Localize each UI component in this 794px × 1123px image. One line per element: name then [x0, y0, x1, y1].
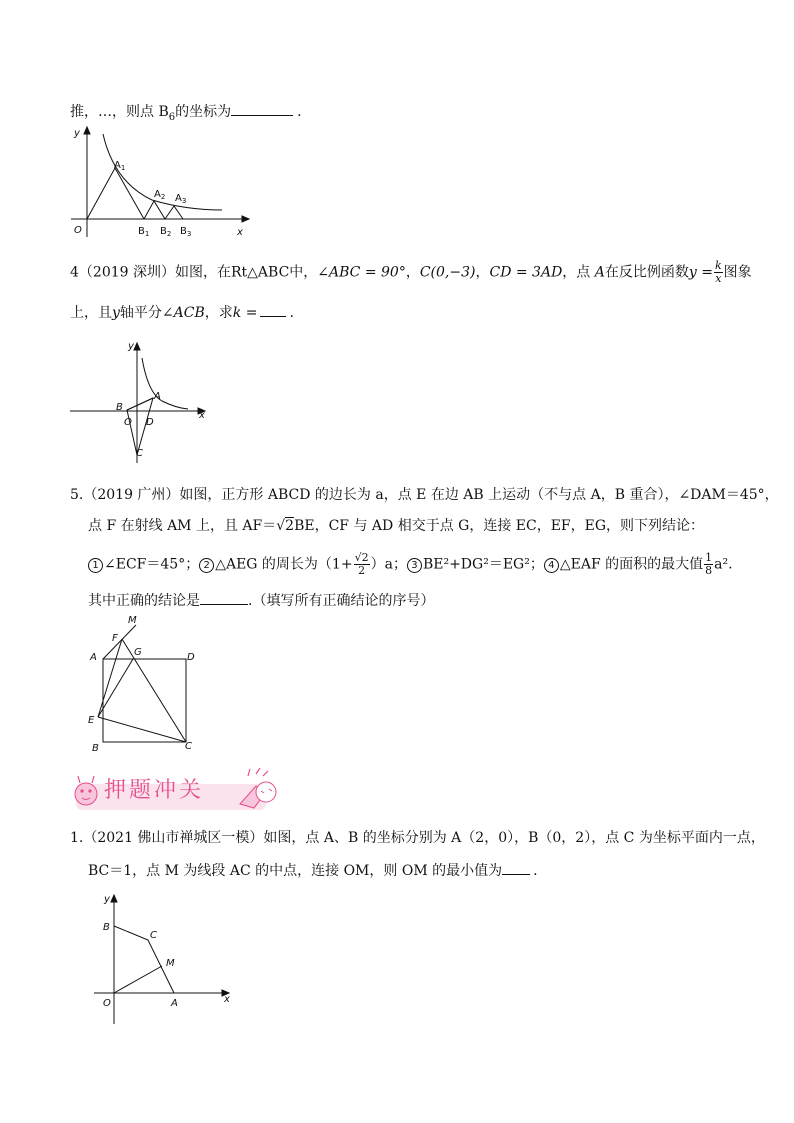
point-c-label: C	[185, 741, 192, 752]
y-axis-label: y	[104, 894, 110, 905]
mascot-left-icon	[75, 783, 97, 805]
x-axis-arrow	[242, 216, 249, 222]
point-m-label: M	[166, 958, 175, 969]
point-b1-label: $B_1$	[138, 226, 150, 238]
triangle-1	[87, 168, 144, 219]
point-c-label: C	[136, 448, 143, 459]
y-axis-arrow	[84, 127, 90, 134]
y-axis-label: y	[128, 341, 134, 352]
y-axis-arrow	[111, 895, 117, 902]
q3-tail-line: 推，…，则点 $B_6$的坐标为 .	[70, 101, 302, 128]
figure-coordinate-abcm	[88, 886, 238, 1026]
q5-line2: 点 F 在射线 AM 上，且 AF＝√2BE，CF 与 AD 相交于点 G，连接 EC，EF，EG，则下列结论：	[88, 518, 705, 534]
circled-4: 4	[544, 558, 559, 573]
point-e-label: E	[88, 715, 95, 726]
p1-line1: 1.（2021 佛山市禅城区一模）如图，点 A、B 的坐标分别为 A（2，0），B（0，2），点 C 为坐标平面内一点，	[70, 830, 765, 846]
point-b2-label: $B_2$	[160, 226, 172, 238]
fraction-sqrt2-over-2: $\frac{√2}{2}$	[354, 551, 369, 577]
point-f-label: F	[112, 633, 118, 644]
fraction-k-over-x: $\frac{k}{x}$	[714, 259, 722, 285]
point-b-label: B	[116, 402, 123, 413]
point-a3-label: $A_3$	[175, 193, 187, 205]
point-b-label: B	[103, 922, 110, 933]
circled-3: 3	[407, 558, 422, 573]
x-axis-label: x	[237, 227, 243, 238]
y-axis-label: y	[74, 128, 80, 139]
answer-blank[interactable]	[502, 860, 530, 875]
point-c-label: C	[150, 930, 157, 941]
point-a-label: A	[154, 391, 161, 402]
banner-title: 押题冲关	[104, 778, 205, 803]
q5-conclusions: 1 ∠ECF＝45°； 2 △AEG 的周长为（1+ $\frac{√2}{2}$ ）a； 3 BE²+DG²＝EG²； 4 △EAF 的面积的最大值 $\frac{1}{8}$ a².	[88, 552, 733, 577]
point-d-label: D	[146, 417, 154, 428]
x-axis-label: x	[199, 410, 205, 421]
point-a-label: A	[171, 998, 178, 1009]
circled-2: 2	[199, 558, 214, 573]
point-m-label: M	[128, 615, 137, 626]
answer-blank[interactable]	[200, 590, 248, 605]
origin-label: O	[103, 998, 111, 1009]
point-d-label: D	[187, 652, 195, 663]
point-a2-label: $A_2$	[154, 189, 166, 201]
sqrt-symbol: √	[276, 518, 286, 534]
point-a1-label: $A_1$	[114, 160, 126, 172]
section-banner	[70, 766, 290, 812]
path-b-c-a	[114, 926, 174, 993]
point-b-label: B	[92, 743, 99, 754]
triangle-3	[165, 206, 183, 219]
triangle-2	[144, 201, 165, 219]
point-g-label: G	[134, 647, 142, 658]
x-axis-label: x	[224, 994, 230, 1005]
answer-blank[interactable]	[260, 302, 286, 317]
q5-line4: 其中正确的结论是 .（填写所有正确结论的序号）	[88, 590, 434, 611]
figure-square-abcd	[84, 610, 204, 758]
square-abcd	[103, 659, 186, 742]
circled-1: 1	[88, 558, 103, 573]
point-b3-label: $B_3$	[180, 226, 192, 238]
segment-ef	[98, 639, 122, 717]
fraction-one-eighth: $\frac{1}{8}$	[705, 551, 713, 577]
point-a-label: A	[90, 652, 97, 663]
segment-om	[114, 966, 162, 993]
p1-line2: BC＝1，点 M 为线段 AC 的中点，连接 OM，则 OM 的最小值为 .	[88, 860, 538, 881]
answer-blank[interactable]	[231, 101, 293, 116]
segment-ba	[127, 398, 153, 410]
q4-line2: 上，且y轴平分∠ACB，求k = .	[70, 302, 294, 323]
figure-triangle-abc	[66, 338, 216, 468]
q4-line1: 4（2019 深圳）如图，在Rt△ABC中，∠ABC = 90°，C(0,−3)，CD = 3AD，点 A在反比例函数y = $\frac{k}{x}$ 图象	[70, 259, 752, 285]
origin-label: O	[74, 225, 82, 236]
q5-line1: 5.（2019 广州）如图，正方形 ABCD 的边长为 a，点 E 在边 AB 上运动（不与点 A，B 重合），∠DAM＝45°，	[70, 487, 779, 503]
hyperbola-curve	[142, 358, 188, 409]
y-axis-arrow	[134, 343, 140, 350]
figure-hyperbola-triangles	[66, 122, 256, 242]
origin-label: O	[124, 417, 132, 428]
